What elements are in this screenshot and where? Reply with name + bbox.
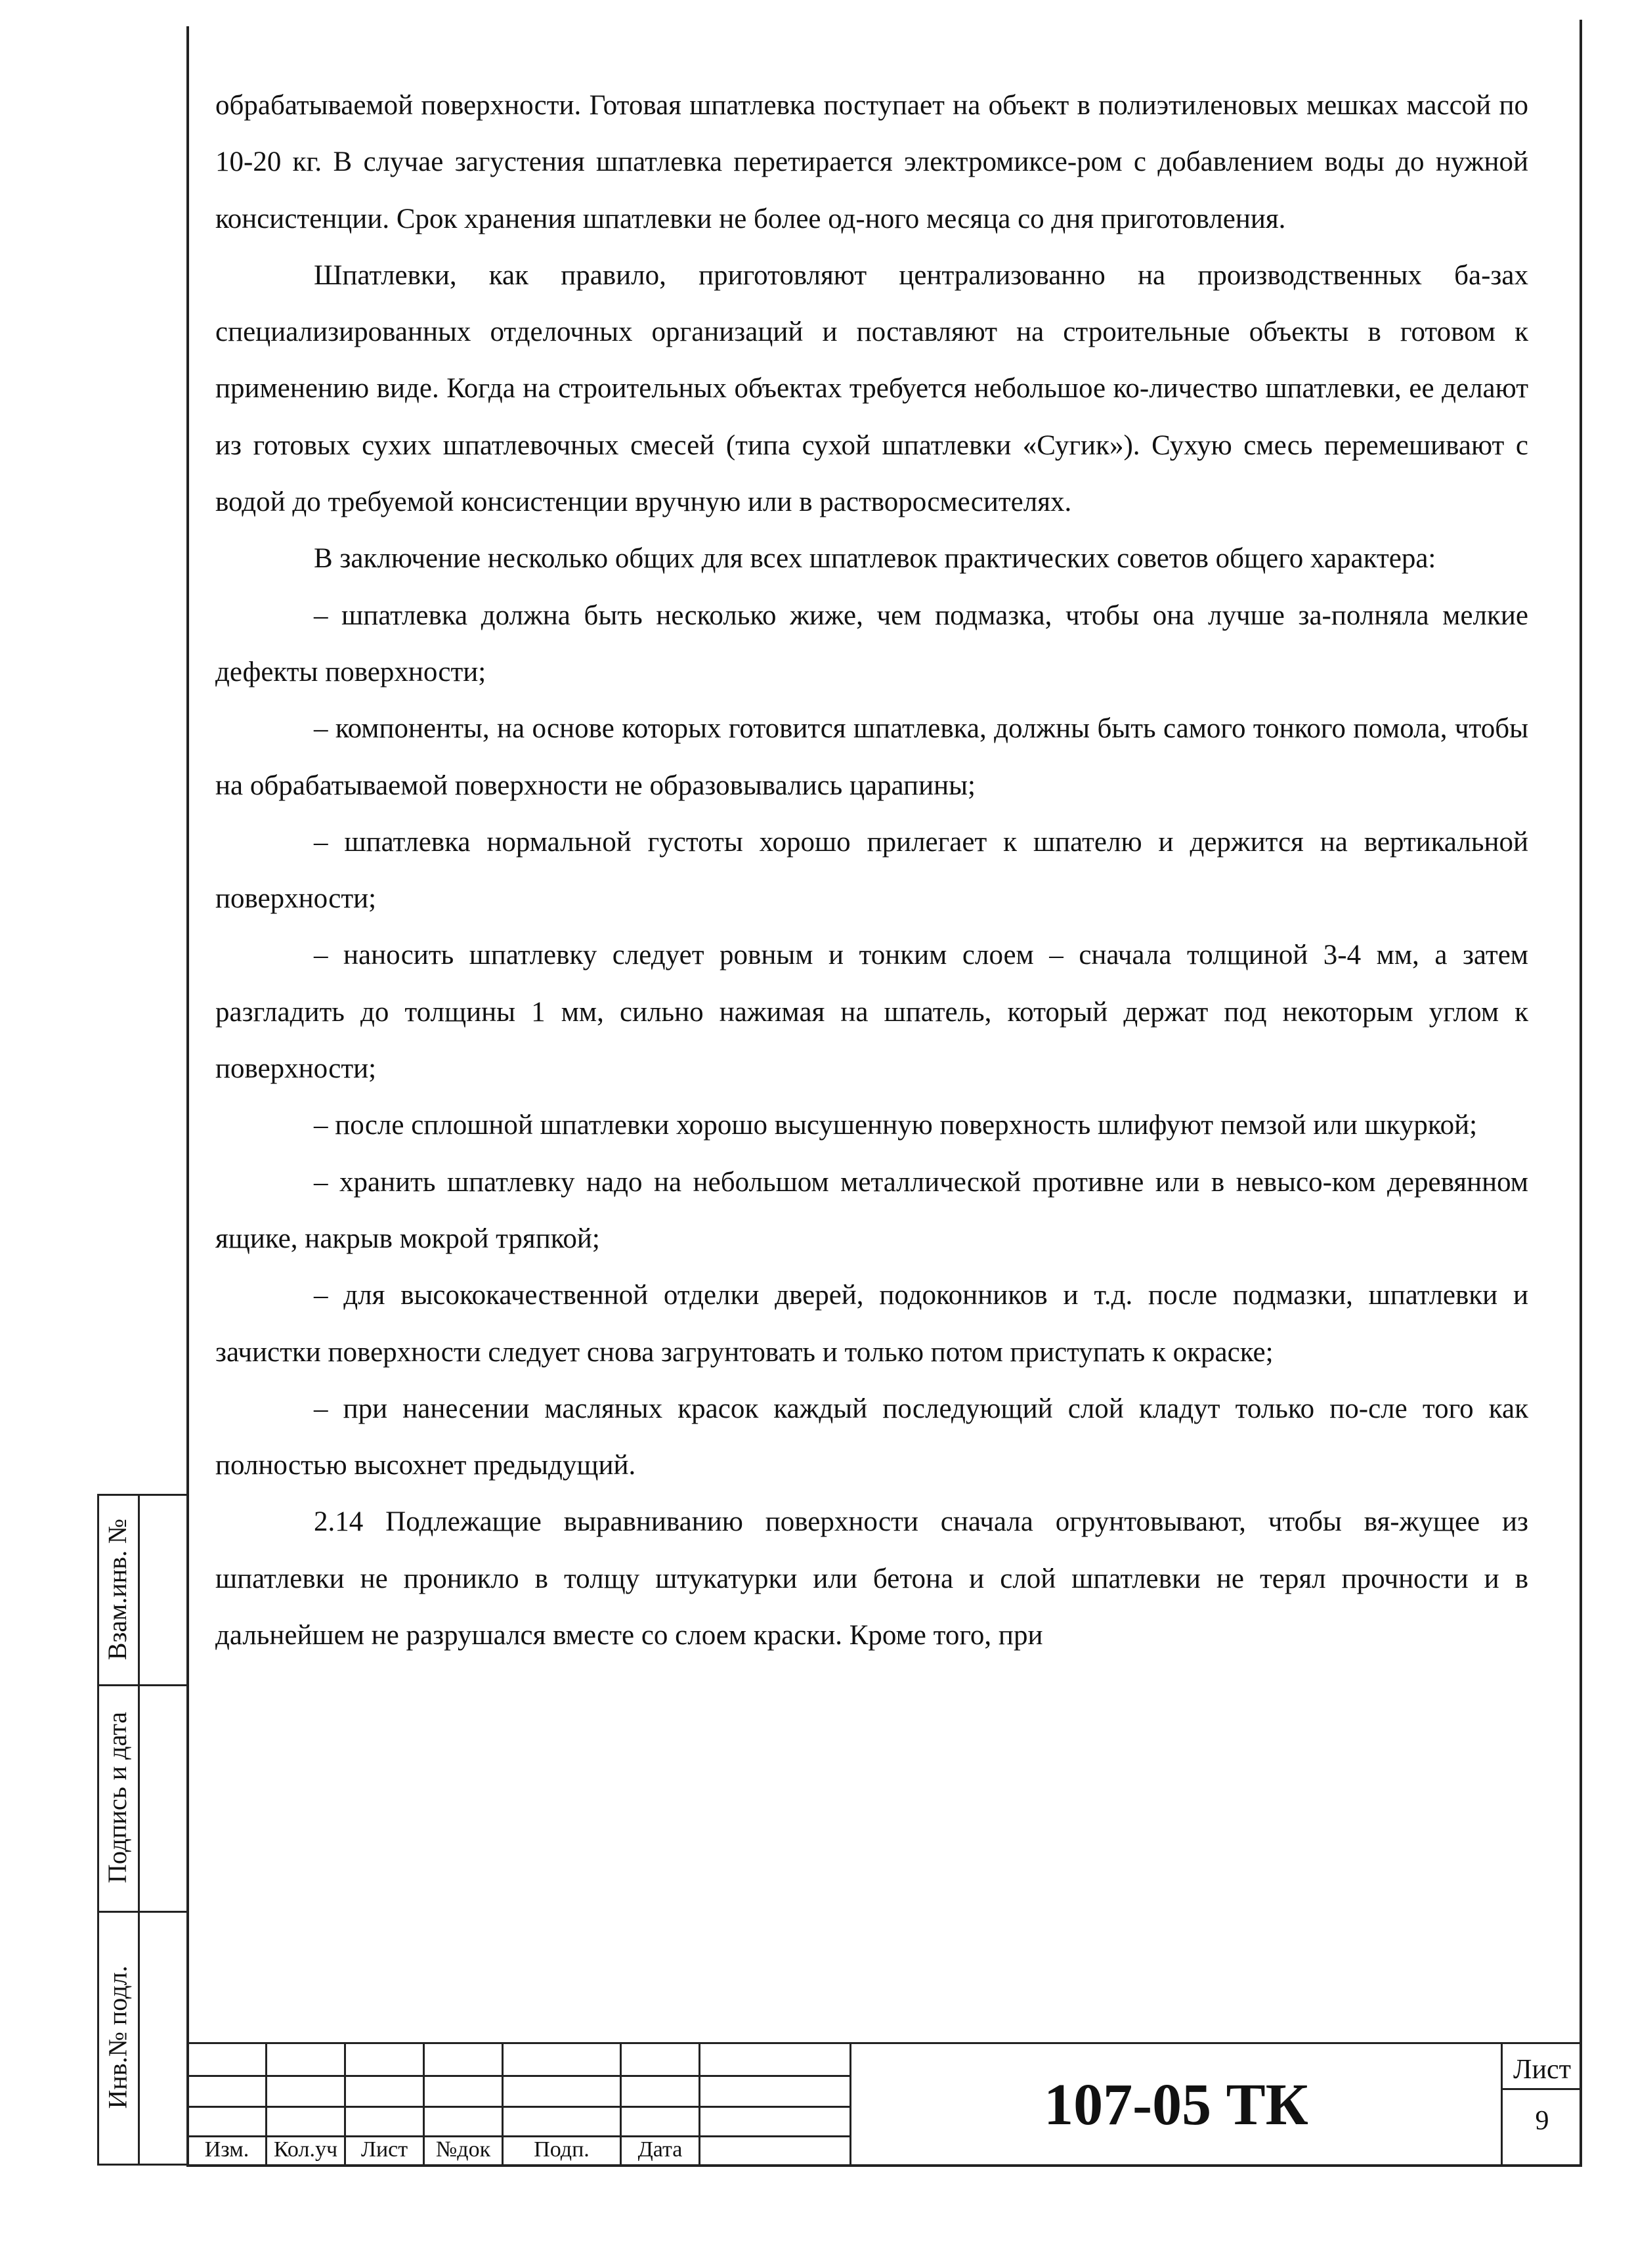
list-item: – для высококачественной отделки дверей, подоконников и т.д. после подмазки, шпатлевки и зачистки поверхности следует снова загрунтовать и только потом приступать к окраске; xyxy=(215,1280,1528,1368)
sheet-cell-line xyxy=(1501,2088,1582,2090)
list-item: – хранить шпатлевку надо на небольшом металлической противне или в невысо-ком деревянном ящике, накрыв мокрой тряпкой; xyxy=(215,1166,1528,1254)
vzam-inv-label-cell xyxy=(97,1494,138,1684)
sheet-number: 9 xyxy=(1535,2106,1549,2136)
header-podp: Подп. xyxy=(534,2137,590,2162)
vzam-inv-label: Взам.инв. № xyxy=(102,1518,133,1660)
list-item: – шпатлевка нормальной густоты хорошо прилегает к шпателю и держится на вертикальной поверхности; xyxy=(215,826,1528,915)
list-item: – шпатлевка должна быть несколько жиже, чем подмазка, чтобы она лучше за-полняла мелкие дефекты поверхности; xyxy=(215,600,1528,687)
title-block xyxy=(186,2042,1582,2167)
side-stamp xyxy=(97,1494,189,2166)
side-stamp-bottom-line xyxy=(97,2164,189,2166)
list-item: – наносить шпатлевку следует ровным и тонким слоем – сначала толщиной 3-4 мм, а затем разгладить до толщины 1 мм, сильно нажимая на шпатель, который держат под некоторым углом к поверхности; xyxy=(215,940,1528,1085)
list-item: – после сплошной шпатлевки хорошо высушенную поверхность шлифуют пемзой или шкуркой; xyxy=(314,1110,1478,1141)
paragraph: Шпатлевки, как правило, приготовляют централизованно на производственных ба-зах специализированных отделочных организаций и поставляют на строительные объекты в готовом к применению виде. Когда на строительных объектах требуется небольшое ко-личество шпатлевки, ее делают из готовых сухих шпатлевочных смесей (типа сухой шпатлевки «Сугик»). Сухую смесь перемешивают с водой до требуемой консистенции вручную или в растворосмесителях. xyxy=(215,259,1528,518)
podpis-data-label: Подпись и дата xyxy=(102,1711,133,1884)
podpis-data-label-cell xyxy=(97,1684,138,1911)
paragraph: 2.14 Подлежащие выравниванию поверхности сначала огрунтовывают, чтобы вя-жущее из шпатлевки не проникло в толщу штукатурки или бетона и слой шпатлевки не терял прочности и в дальнейшем не разрушался вместе со слоем краски. Кроме того, при xyxy=(215,1506,1528,1651)
list-item: – компоненты, на основе которых готовится шпатлевка, должны быть самого тонкого помола, чтобы на обрабатываемой поверхности не образовывались царапины; xyxy=(215,713,1528,801)
sheet-label: Лист xyxy=(1513,2055,1571,2085)
title-block-row-line xyxy=(186,2106,849,2108)
title-block-row-line xyxy=(186,2075,849,2077)
header-izm: Изм. xyxy=(204,2137,249,2162)
header-list: Лист xyxy=(360,2137,408,2162)
frame-right-border xyxy=(1580,20,1582,2166)
header-data: Дата xyxy=(637,2137,683,2162)
side-stamp-divider xyxy=(138,1494,140,2166)
title-block-col-line xyxy=(699,2042,700,2167)
paragraph: В заключение несколько общих для всех шпатлевок практических советов общего характера: xyxy=(314,543,1436,575)
header-kol-uch: Кол.уч xyxy=(273,2137,338,2162)
inv-podl-label: Инв.№ подл. xyxy=(102,1965,133,2109)
document-body xyxy=(215,77,1528,1664)
paragraph: обрабатываемой поверхности. Готовая шпатлевка поступает на объект в полиэтиленовых мешках массой по 10-20 кг. В случае загустения шпатлевка перетирается электромиксе-ром с добавлением воды до нужной консистенции. Срок хранения шпатлевки не более од-ного месяца со дня приготовления. xyxy=(215,90,1528,234)
document-code: 107-05 ТК xyxy=(1044,2072,1308,2137)
list-item: – при нанесении масляных красок каждый последующий слой кладут только по-сле того как полностью высохнет предыдущий. xyxy=(215,1393,1528,1481)
header-ndok: №док xyxy=(435,2137,491,2162)
inv-podl-label-cell xyxy=(97,1911,138,2164)
